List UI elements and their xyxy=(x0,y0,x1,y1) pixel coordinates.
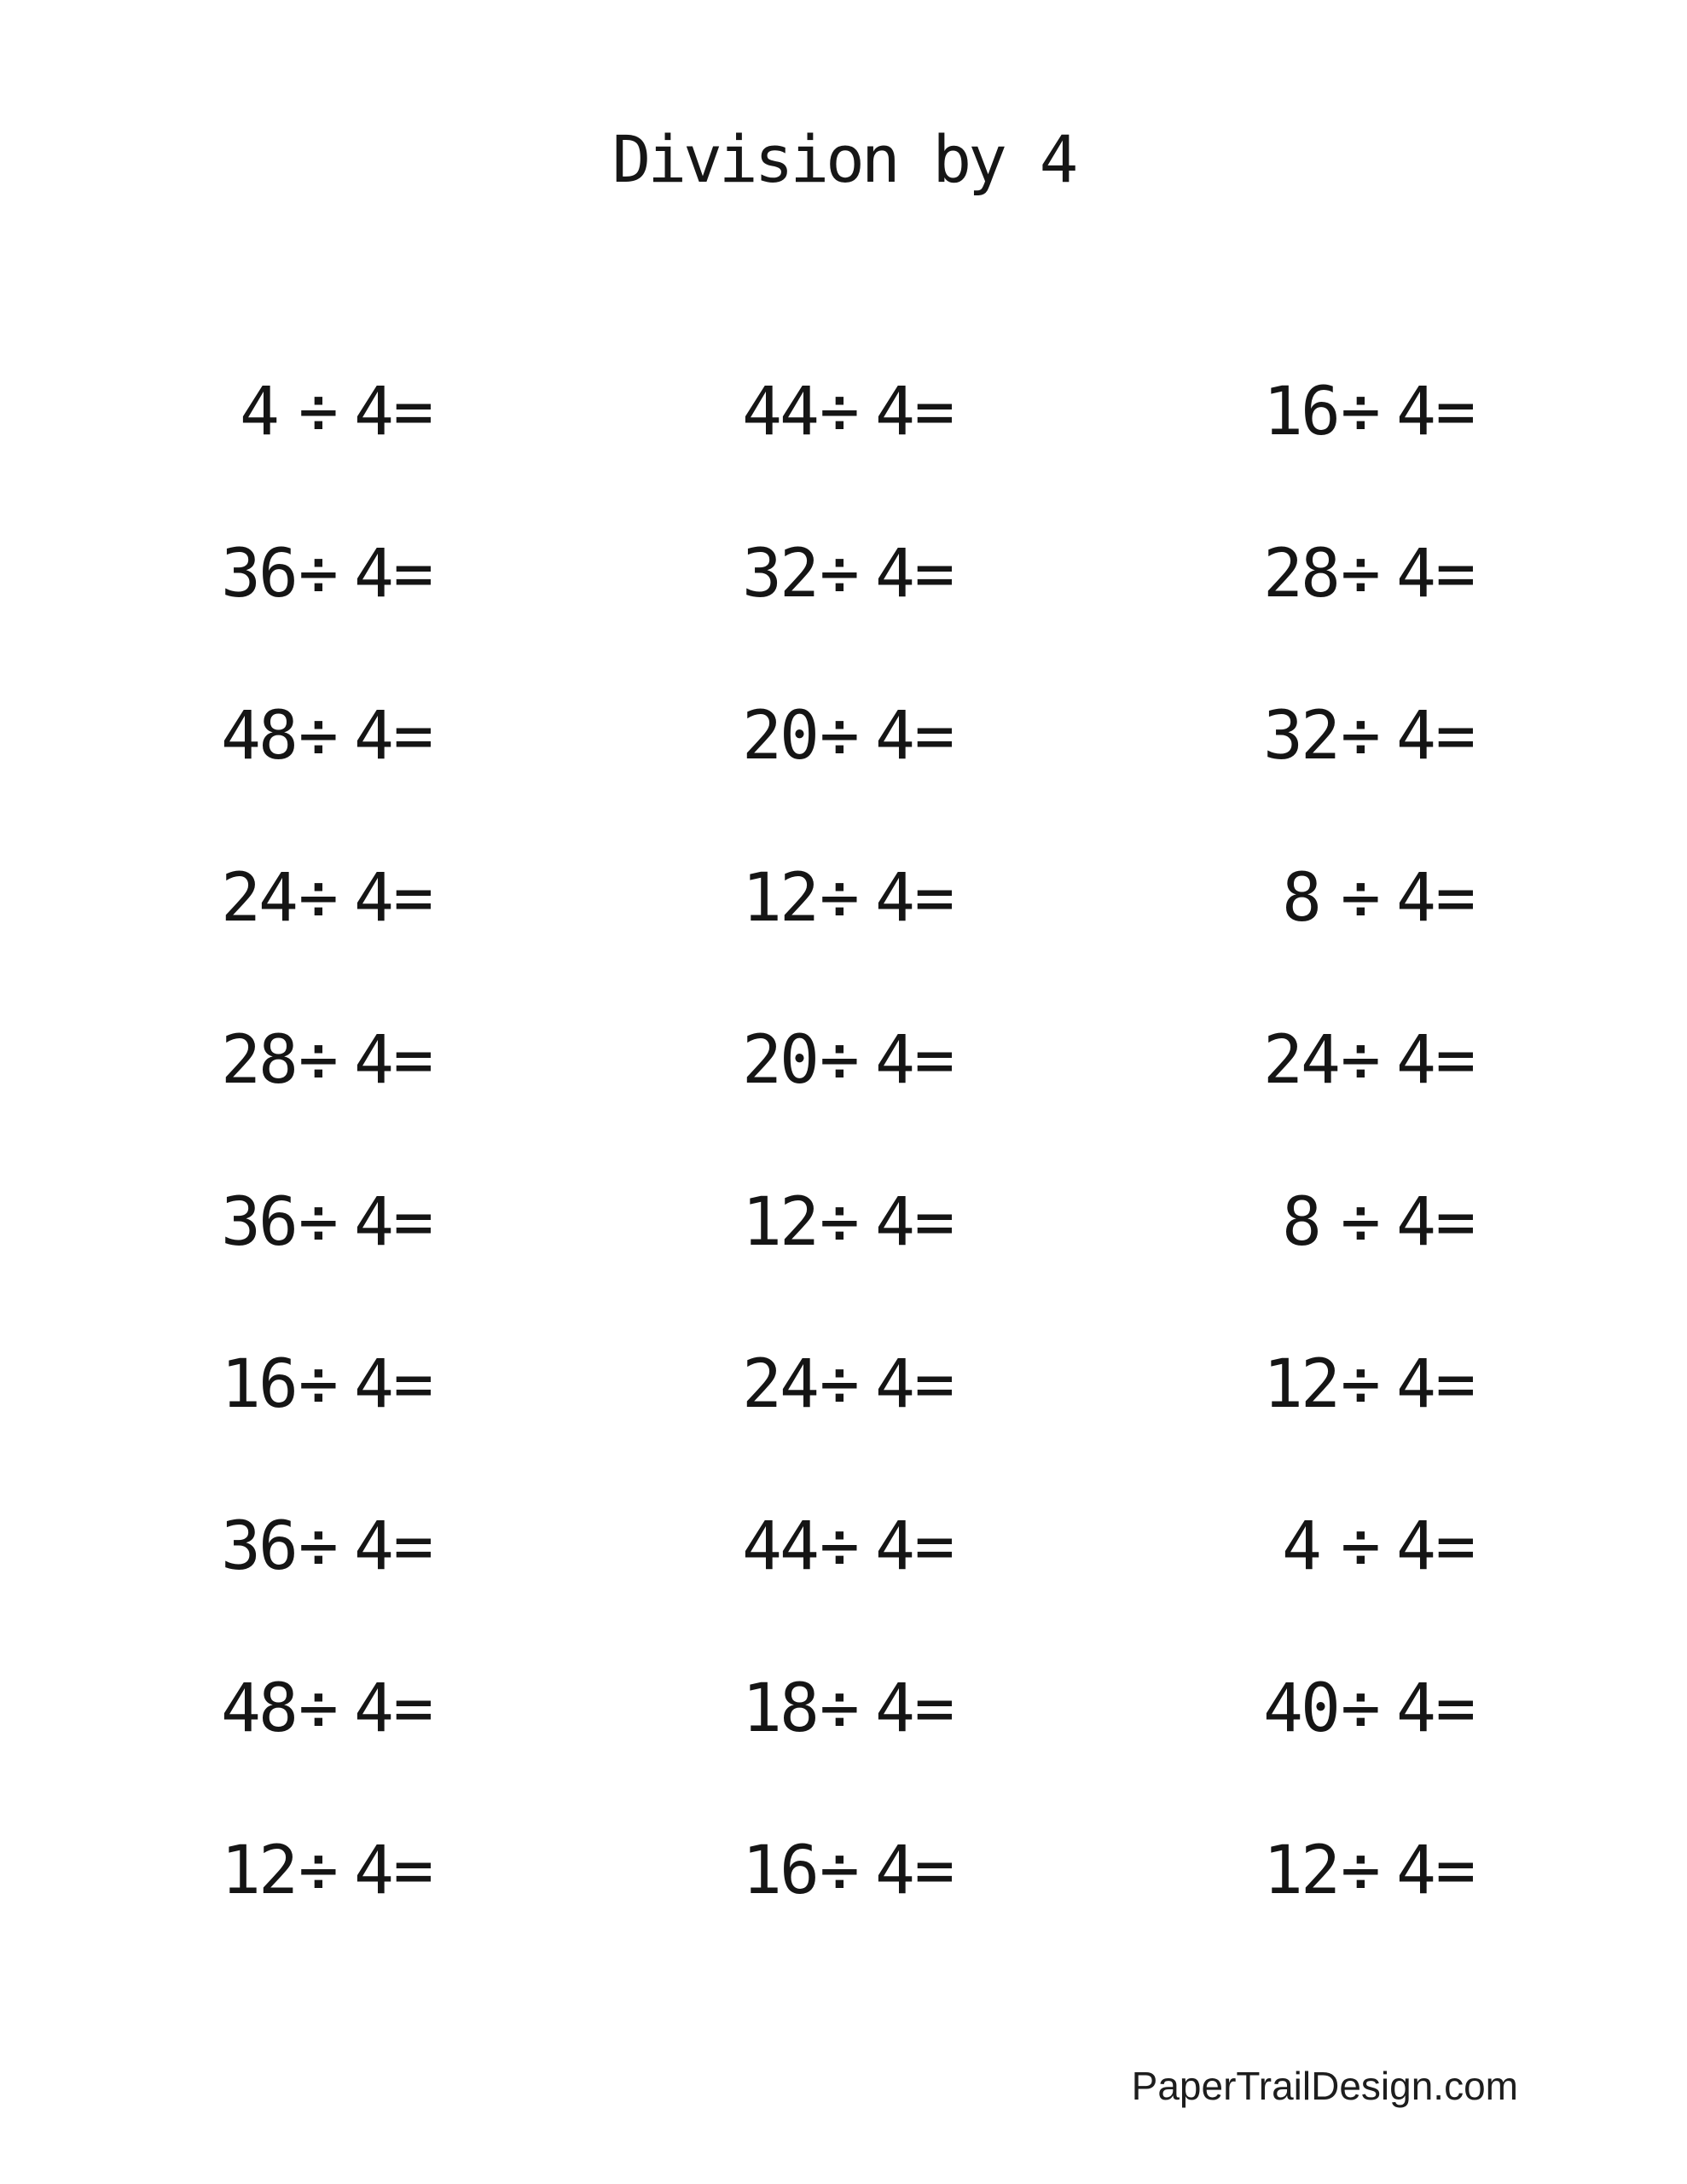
divisor: 4 xyxy=(1396,1022,1434,1099)
divisor: 4 xyxy=(1396,1508,1434,1585)
division-problem xyxy=(739,1833,999,1909)
equals-sign: = xyxy=(914,698,953,775)
divisor: 4 xyxy=(354,374,391,450)
dividend: 40 xyxy=(1262,1670,1338,1747)
division-problem xyxy=(739,536,999,613)
divisor: 4 xyxy=(1396,1833,1434,1909)
divide-sign: ÷ xyxy=(819,536,857,613)
divide-sign: ÷ xyxy=(298,536,336,613)
divisor: 4 xyxy=(875,1833,913,1909)
divide-sign: ÷ xyxy=(819,860,857,937)
dividend: 24 xyxy=(741,1346,817,1423)
division-problem xyxy=(739,1670,999,1747)
dividend: 16 xyxy=(741,1833,817,1909)
divide-sign: ÷ xyxy=(819,1508,857,1585)
divide-sign: ÷ xyxy=(819,1670,857,1747)
divide-sign: ÷ xyxy=(298,1022,336,1099)
division-problem xyxy=(1261,1184,1520,1261)
equals-sign: = xyxy=(393,1022,432,1099)
division-problem xyxy=(1261,1508,1520,1585)
division-problem xyxy=(739,1184,999,1261)
divide-sign: ÷ xyxy=(819,698,857,775)
divide-sign: ÷ xyxy=(819,374,857,450)
division-problem xyxy=(218,1346,478,1423)
dividend: 16 xyxy=(220,1346,296,1423)
equals-sign: = xyxy=(393,1346,432,1423)
division-problem xyxy=(739,374,999,450)
dividend: 20 xyxy=(741,1022,817,1099)
equals-sign: = xyxy=(393,698,432,775)
dividend: 36 xyxy=(220,536,296,613)
dividend: 24 xyxy=(1262,1022,1338,1099)
equals-sign: = xyxy=(914,1670,953,1747)
division-problem xyxy=(1261,374,1520,450)
dividend: 36 xyxy=(220,1184,296,1261)
divide-sign: ÷ xyxy=(298,698,336,775)
divisor: 4 xyxy=(875,1184,913,1261)
equals-sign: = xyxy=(1435,1022,1474,1099)
divisor: 4 xyxy=(354,1833,391,1909)
dividend: 32 xyxy=(1262,698,1338,775)
page-title: Division by 4 xyxy=(612,121,1075,197)
divisor: 4 xyxy=(354,1022,391,1099)
division-problem xyxy=(1261,1022,1520,1099)
divisor: 4 xyxy=(875,1508,913,1585)
equals-sign: = xyxy=(1435,1184,1474,1261)
division-problem xyxy=(1261,536,1520,613)
dividend: 32 xyxy=(741,536,817,613)
dividend: 4 xyxy=(1281,1508,1319,1585)
equals-sign: = xyxy=(1435,698,1474,775)
equals-sign: = xyxy=(914,1022,953,1099)
equals-sign: = xyxy=(1435,1833,1474,1909)
divide-sign: ÷ xyxy=(1340,1184,1378,1261)
division-problem xyxy=(739,1508,999,1585)
equals-sign: = xyxy=(393,536,432,613)
equals-sign: = xyxy=(393,1184,432,1261)
equals-sign: = xyxy=(393,1833,432,1909)
divide-sign: ÷ xyxy=(819,1346,857,1423)
division-problem xyxy=(218,698,478,775)
site-credit: PaperTrailDesign.com xyxy=(1131,2064,1518,2108)
divisor: 4 xyxy=(354,860,391,937)
equals-sign: = xyxy=(914,1184,953,1261)
division-problem xyxy=(218,374,478,450)
dividend: 48 xyxy=(220,698,296,775)
divisor: 4 xyxy=(354,1508,391,1585)
dividend: 12 xyxy=(741,1184,817,1261)
division-problem xyxy=(739,1022,999,1099)
divisor: 4 xyxy=(1396,536,1434,613)
division-problem xyxy=(218,1508,478,1585)
divide-sign: ÷ xyxy=(819,1833,857,1909)
equals-sign: = xyxy=(914,1508,953,1585)
equals-sign: = xyxy=(393,1670,432,1747)
divide-sign: ÷ xyxy=(1340,374,1378,450)
equals-sign: = xyxy=(1435,1670,1474,1747)
division-problem xyxy=(739,1346,999,1423)
divide-sign: ÷ xyxy=(1340,860,1378,937)
divisor: 4 xyxy=(875,860,913,937)
division-problem xyxy=(739,860,999,937)
divide-sign: ÷ xyxy=(1340,1670,1378,1747)
dividend: 44 xyxy=(741,1508,817,1585)
division-problem xyxy=(739,698,999,775)
divisor: 4 xyxy=(354,536,391,613)
divisor: 4 xyxy=(354,698,391,775)
dividend: 12 xyxy=(1262,1833,1338,1909)
divisor: 4 xyxy=(875,536,913,613)
equals-sign: = xyxy=(1435,536,1474,613)
divide-sign: ÷ xyxy=(1340,1346,1378,1423)
division-problem xyxy=(218,1833,478,1909)
divide-sign: ÷ xyxy=(1340,1022,1378,1099)
dividend: 4 xyxy=(239,374,277,450)
dividend: 8 xyxy=(1281,860,1319,937)
divisor: 4 xyxy=(1396,374,1434,450)
equals-sign: = xyxy=(1435,1508,1474,1585)
divide-sign: ÷ xyxy=(298,1184,336,1261)
division-problem xyxy=(1261,698,1520,775)
division-problem xyxy=(218,860,478,937)
equals-sign: = xyxy=(393,860,432,937)
divisor: 4 xyxy=(1396,1670,1434,1747)
division-problem xyxy=(218,1022,478,1099)
equals-sign: = xyxy=(393,374,432,450)
divide-sign: ÷ xyxy=(819,1184,857,1261)
division-problem xyxy=(1261,1346,1520,1423)
divide-sign: ÷ xyxy=(1340,536,1378,613)
equals-sign: = xyxy=(393,1508,432,1585)
dividend: 48 xyxy=(220,1670,296,1747)
divisor: 4 xyxy=(1396,860,1434,937)
divide-sign: ÷ xyxy=(298,374,336,450)
dividend: 20 xyxy=(741,698,817,775)
dividend: 28 xyxy=(220,1022,296,1099)
dividend: 18 xyxy=(741,1670,817,1747)
divisor: 4 xyxy=(875,698,913,775)
division-problem xyxy=(1261,1833,1520,1909)
divisor: 4 xyxy=(875,1670,913,1747)
division-problem xyxy=(218,1184,478,1261)
divisor: 4 xyxy=(875,1346,913,1423)
dividend: 44 xyxy=(741,374,817,450)
divisor: 4 xyxy=(1396,698,1434,775)
divide-sign: ÷ xyxy=(298,1670,336,1747)
divisor: 4 xyxy=(1396,1346,1434,1423)
dividend: 12 xyxy=(220,1833,296,1909)
dividend: 24 xyxy=(220,860,296,937)
equals-sign: = xyxy=(914,1833,953,1909)
divisor: 4 xyxy=(354,1670,391,1747)
divisor: 4 xyxy=(354,1184,391,1261)
equals-sign: = xyxy=(914,860,953,937)
equals-sign: = xyxy=(1435,1346,1474,1423)
divisor: 4 xyxy=(875,1022,913,1099)
equals-sign: = xyxy=(914,1346,953,1423)
divisor: 4 xyxy=(875,374,913,450)
divide-sign: ÷ xyxy=(298,1508,336,1585)
divide-sign: ÷ xyxy=(298,860,336,937)
equals-sign: = xyxy=(1435,860,1474,937)
division-problem xyxy=(1261,860,1520,937)
problems-grid xyxy=(218,331,1520,1952)
division-problem xyxy=(218,536,478,613)
dividend: 12 xyxy=(1262,1346,1338,1423)
equals-sign: = xyxy=(914,374,953,450)
division-problem xyxy=(1261,1670,1520,1747)
divide-sign: ÷ xyxy=(298,1346,336,1423)
divisor: 4 xyxy=(354,1346,391,1423)
equals-sign: = xyxy=(1435,374,1474,450)
dividend: 28 xyxy=(1262,536,1338,613)
divide-sign: ÷ xyxy=(298,1833,336,1909)
divide-sign: ÷ xyxy=(819,1022,857,1099)
dividend: 12 xyxy=(741,860,817,937)
divide-sign: ÷ xyxy=(1340,698,1378,775)
dividend: 16 xyxy=(1262,374,1338,450)
divide-sign: ÷ xyxy=(1340,1508,1378,1585)
dividend: 8 xyxy=(1281,1184,1319,1261)
dividend: 36 xyxy=(220,1508,296,1585)
divisor: 4 xyxy=(1396,1184,1434,1261)
divide-sign: ÷ xyxy=(1340,1833,1378,1909)
division-problem xyxy=(218,1670,478,1747)
equals-sign: = xyxy=(914,536,953,613)
